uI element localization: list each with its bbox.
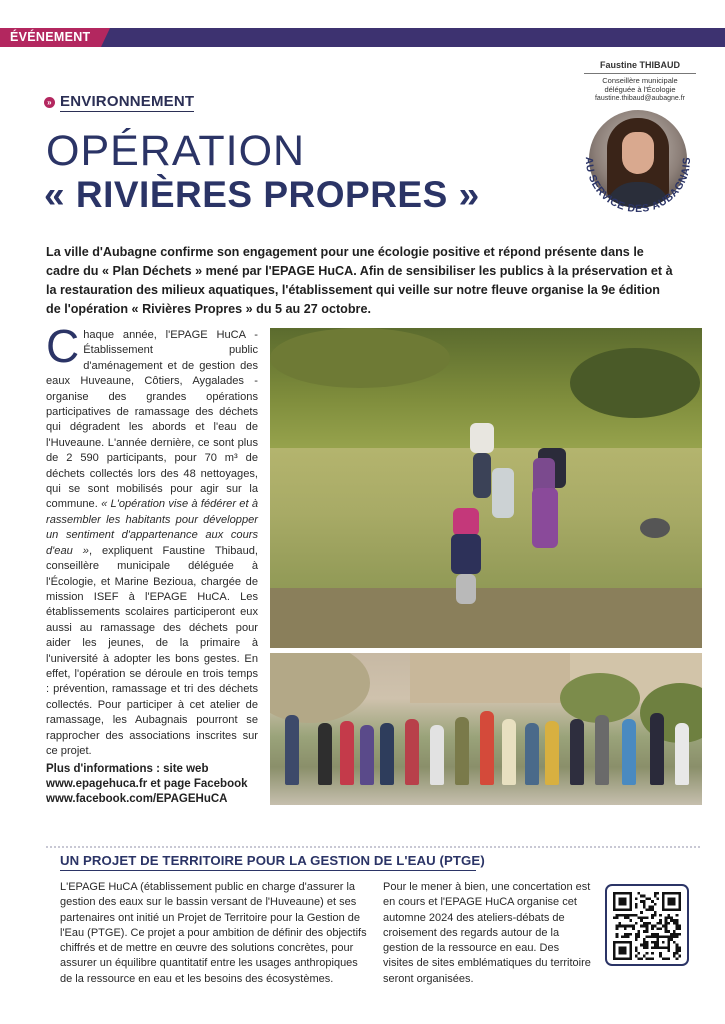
- bullet-icon: »: [44, 97, 55, 108]
- ptge-title: UN PROJET DE TERRITOIRE POUR LA GESTION DE L'EAU (PTGE): [60, 853, 485, 868]
- category-label: ÉVÉNEMENT: [0, 28, 101, 47]
- contact-divider: [584, 73, 696, 74]
- more-info-line-2: www.epagehuca.fr et page Facebook: [46, 778, 248, 790]
- title-line-2: « RIVIÈRES PROPRES »: [44, 174, 480, 215]
- group-photo: [270, 653, 702, 805]
- qr-code-icon: [613, 892, 681, 960]
- article-part-2: , expliquent Faustine Thibaud, conseillère municipale déléguée à l'Écologie, et Marine Bezioua, chargée de mission ISEF à l'EPAGE HuCA. Les établissements scolaires participeront eux aussi au ramassage des déchets pour aider les jeunes, de la primaire à l'université à adopter les bons gestes. En effet, l'opération se déroule en trois temps : prévention, ramassage et tri des déchets collectés. Pour participer à cet atelier de ramassage, les Aubagnais pourront se rapprocher des associations inscrites sur ce projet.: [46, 544, 258, 757]
- article-part-1: haque année, l'EPAGE HuCA - Établissement public d'aménagement et de gestion des eaux Huveaune, Côtiers, Aygalades - organise des grandes opérations participatives de ramassage des déchets qui dégradent les abords et l'eau de l'Huveaune. L'année dernière, ce sont plus de 2 590 participants, pour 70 m³ de déchets collectés lors des 48 nettoyages, qui se sont mobilisés pour agir sur la commune.: [46, 329, 258, 511]
- contact-role-line-2: déléguée à l'Écologie: [604, 85, 676, 94]
- motto-curved-text: [574, 100, 702, 228]
- ptge-separator: [46, 846, 702, 848]
- ptge-column-1: L'EPAGE HuCA (établissement public en charge d'assurer la gestion des eaux sur le bassin versant de l'Huveaune) et ses partenaires ont initié un Projet de Territoire pour la Gestion de l'Eau (PTGE). Ce projet a pour ambition de définir des objectifs chiffrés et de mettre en œuvre des solutions concrètes, pour assurer un équilibre quantitatif entre les usages anthropiques de la ressource en eau et les besoins des écosystèmes.: [60, 881, 367, 985]
- title-line-1: OPÉRATION: [46, 127, 306, 175]
- top-band: [0, 28, 725, 47]
- intro-paragraph: La ville d'Aubagne confirme son engagement pour une écologie positive et répond présente dans le cadre du « Plan Déchets » mené par l'EPAGE HuCA. Afin de sensibiliser les publics à la préservation et à la restauration des milieux aquatiques, l'établissement qui veille sur notre fleuve organise la 9e édition de l'opération « Rivières Propres » du 5 au 27 octobre.: [46, 245, 673, 316]
- dropcap: C: [46, 320, 80, 372]
- more-info-line-3: www.facebook.com/EPAGEHuCA: [46, 793, 228, 805]
- contact-email: faustine.thibaud@aubagne.fr: [594, 95, 685, 102]
- more-info: [46, 762, 266, 807]
- section-label: ENVIRONNEMENT: [60, 93, 195, 110]
- qr-code[interactable]: [605, 884, 689, 966]
- article-quote: « L'opération vise à fédérer et à rassembler les habitants pour développer un sentiment d'appartenance aux cours d'eau »: [46, 498, 259, 557]
- article-body: [46, 320, 259, 759]
- river-cleanup-photo: [270, 328, 702, 648]
- contact-role-line-1: Conseillère municipale: [602, 76, 678, 85]
- motto-text: AU SERVICE DES AUBAGNAIS: [582, 156, 694, 216]
- ptge-title-underline: [60, 870, 476, 871]
- contact-role: [584, 76, 696, 94]
- contact-name: Faustine THIBAUD: [599, 60, 680, 70]
- svg-text:AU SERVICE DES AUBAGNAIS: [583, 157, 693, 215]
- section-tag: [44, 93, 194, 110]
- more-info-line-1: Plus d'informations : site web: [46, 763, 209, 775]
- ptge-column-2: Pour le mener à bien, une concertation est en cours et l'EPAGE HuCA organise cet automne 2024 des ateliers-débats de croisement des regards autour de la gestion de la ressource en eau. Des visites de sites emblématiques du territoire seront organisées.: [383, 881, 591, 985]
